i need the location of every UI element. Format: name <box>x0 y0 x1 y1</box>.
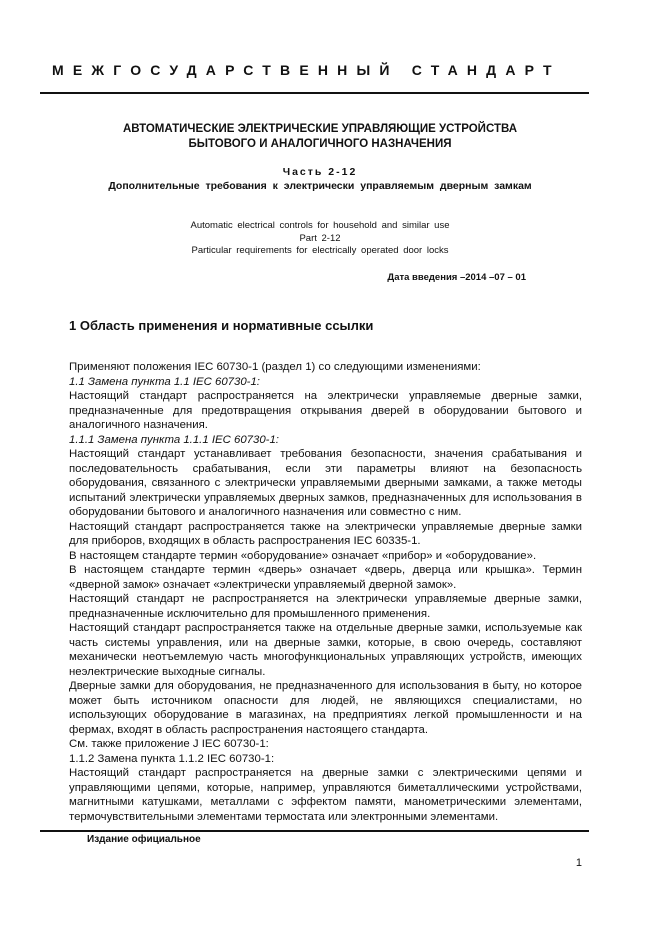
paragraph: Настоящий стандарт распространяется также на отдельные дверные замки, используемые как часть системы управления, или на дверные замки, которые, в свою очередь, составляют механически неотъемлемую часть многофункциональных управляющих устройств, имеющих неэлектрические выходные сигналы. <box>69 622 582 678</box>
paragraph: Настоящий стандарт распространяется на электрически управляемые дверные замки, предназначенные для предотвращения открывания дверей в оборудовании бытового и аналогичного назначения. <box>69 390 582 431</box>
title-line-2: БЫТОВОГО И АНАЛОГИЧНОГО НАЗНАЧЕНИЯ <box>188 138 452 150</box>
paragraph: См. также приложение J IEC 60730-1: <box>69 738 269 750</box>
page-number: 1 <box>575 857 582 869</box>
english-title-line-3: Particular requirements for electrically operated door locks <box>191 245 449 256</box>
section-heading: 1 Область применения и нормативные ссылки <box>69 318 374 333</box>
english-title-line-1: Automatic electrical controls for household and similar use <box>190 220 450 231</box>
paragraph: Настоящий стандарт распространяется на дверные замки с электрическими цепями и управляющими цепями, которые, например, управляются биметаллическими устройствами, магнитными катушками, металлами с эффектом памяти, манометрическими элементами, термочувствительными элементами термостата или электронными элементами. <box>69 767 582 823</box>
clause-heading: 1.1.1 Замена пункта 1.1.1 IEC 60730-1: <box>69 433 279 446</box>
standard-header: МЕЖГОСУДАРСТВЕННЫЙ СТАНДАРТ <box>52 62 561 78</box>
paragraph: Настоящий стандарт устанавливает требования безопасности, значения срабатывания и последовательность срабатывания, если эти параметры влияют на безопасность оборудования, связанного с электрически управляемыми дверными замками, а также методы испытаний электрически управляемых дверных замков, предназначенных для использования в оборудовании бытового и аналогичного назначения или совместно с ним. <box>69 448 582 518</box>
part-label: Часть 2-12 <box>282 166 358 178</box>
english-title <box>60 220 580 258</box>
english-title-line-2: Part 2-12 <box>299 232 341 244</box>
body-text <box>69 360 582 824</box>
paragraph: Настоящий стандарт распространяется также на электрически управляемые дверные замки для приборов, входящих в область распространения IEC 60335-1. <box>69 520 582 547</box>
title-line-1: АВТОМАТИЧЕСКИЕ ЭЛЕКТРИЧЕСКИЕ УПРАВЛЯЮЩИЕ УСТРОЙСТВА <box>122 123 518 135</box>
top-rule <box>40 92 589 94</box>
paragraph: Применяют положения IEC 60730-1 (раздел 1) со следующими изменениями: <box>69 361 481 373</box>
paragraph: В настоящем стандарте термин «дверь» означает «дверь, дверца или крышка». Термин «дверной замок» означает «электрически управляемый дверной замок». <box>69 564 582 591</box>
paragraph: Дверные замки для оборудования, не предназначенного для использования в быту, но которое может быть источником опасности для людей, не являющихся специалистами, но использующих оборудование в магазинах, на предприятиях легкой промышленности и на фермах, входят в область распространения настоящего стандарта. <box>69 680 582 736</box>
document-title <box>60 122 580 152</box>
paragraph: Настоящий стандарт не распространяется на электрически управляемые дверные замки, предназначенные исключительно для промышленного применения. <box>69 593 582 620</box>
introduction-date: Дата введения –2014 –07 – 01 <box>387 272 526 283</box>
document-subtitle: Дополнительные требования к электрически управляемым дверным замкам <box>108 180 532 192</box>
clause-heading: 1.1.2 Замена пункта 1.1.2 IEC 60730-1: <box>69 752 275 765</box>
edition-label: Издание официальное <box>87 834 201 845</box>
paragraph: В настоящем стандарте термин «оборудование» означает «прибор» и «оборудование». <box>69 549 537 562</box>
bottom-rule <box>40 830 589 832</box>
clause-heading: 1.1 Замена пункта 1.1 IEC 60730-1: <box>69 375 260 388</box>
